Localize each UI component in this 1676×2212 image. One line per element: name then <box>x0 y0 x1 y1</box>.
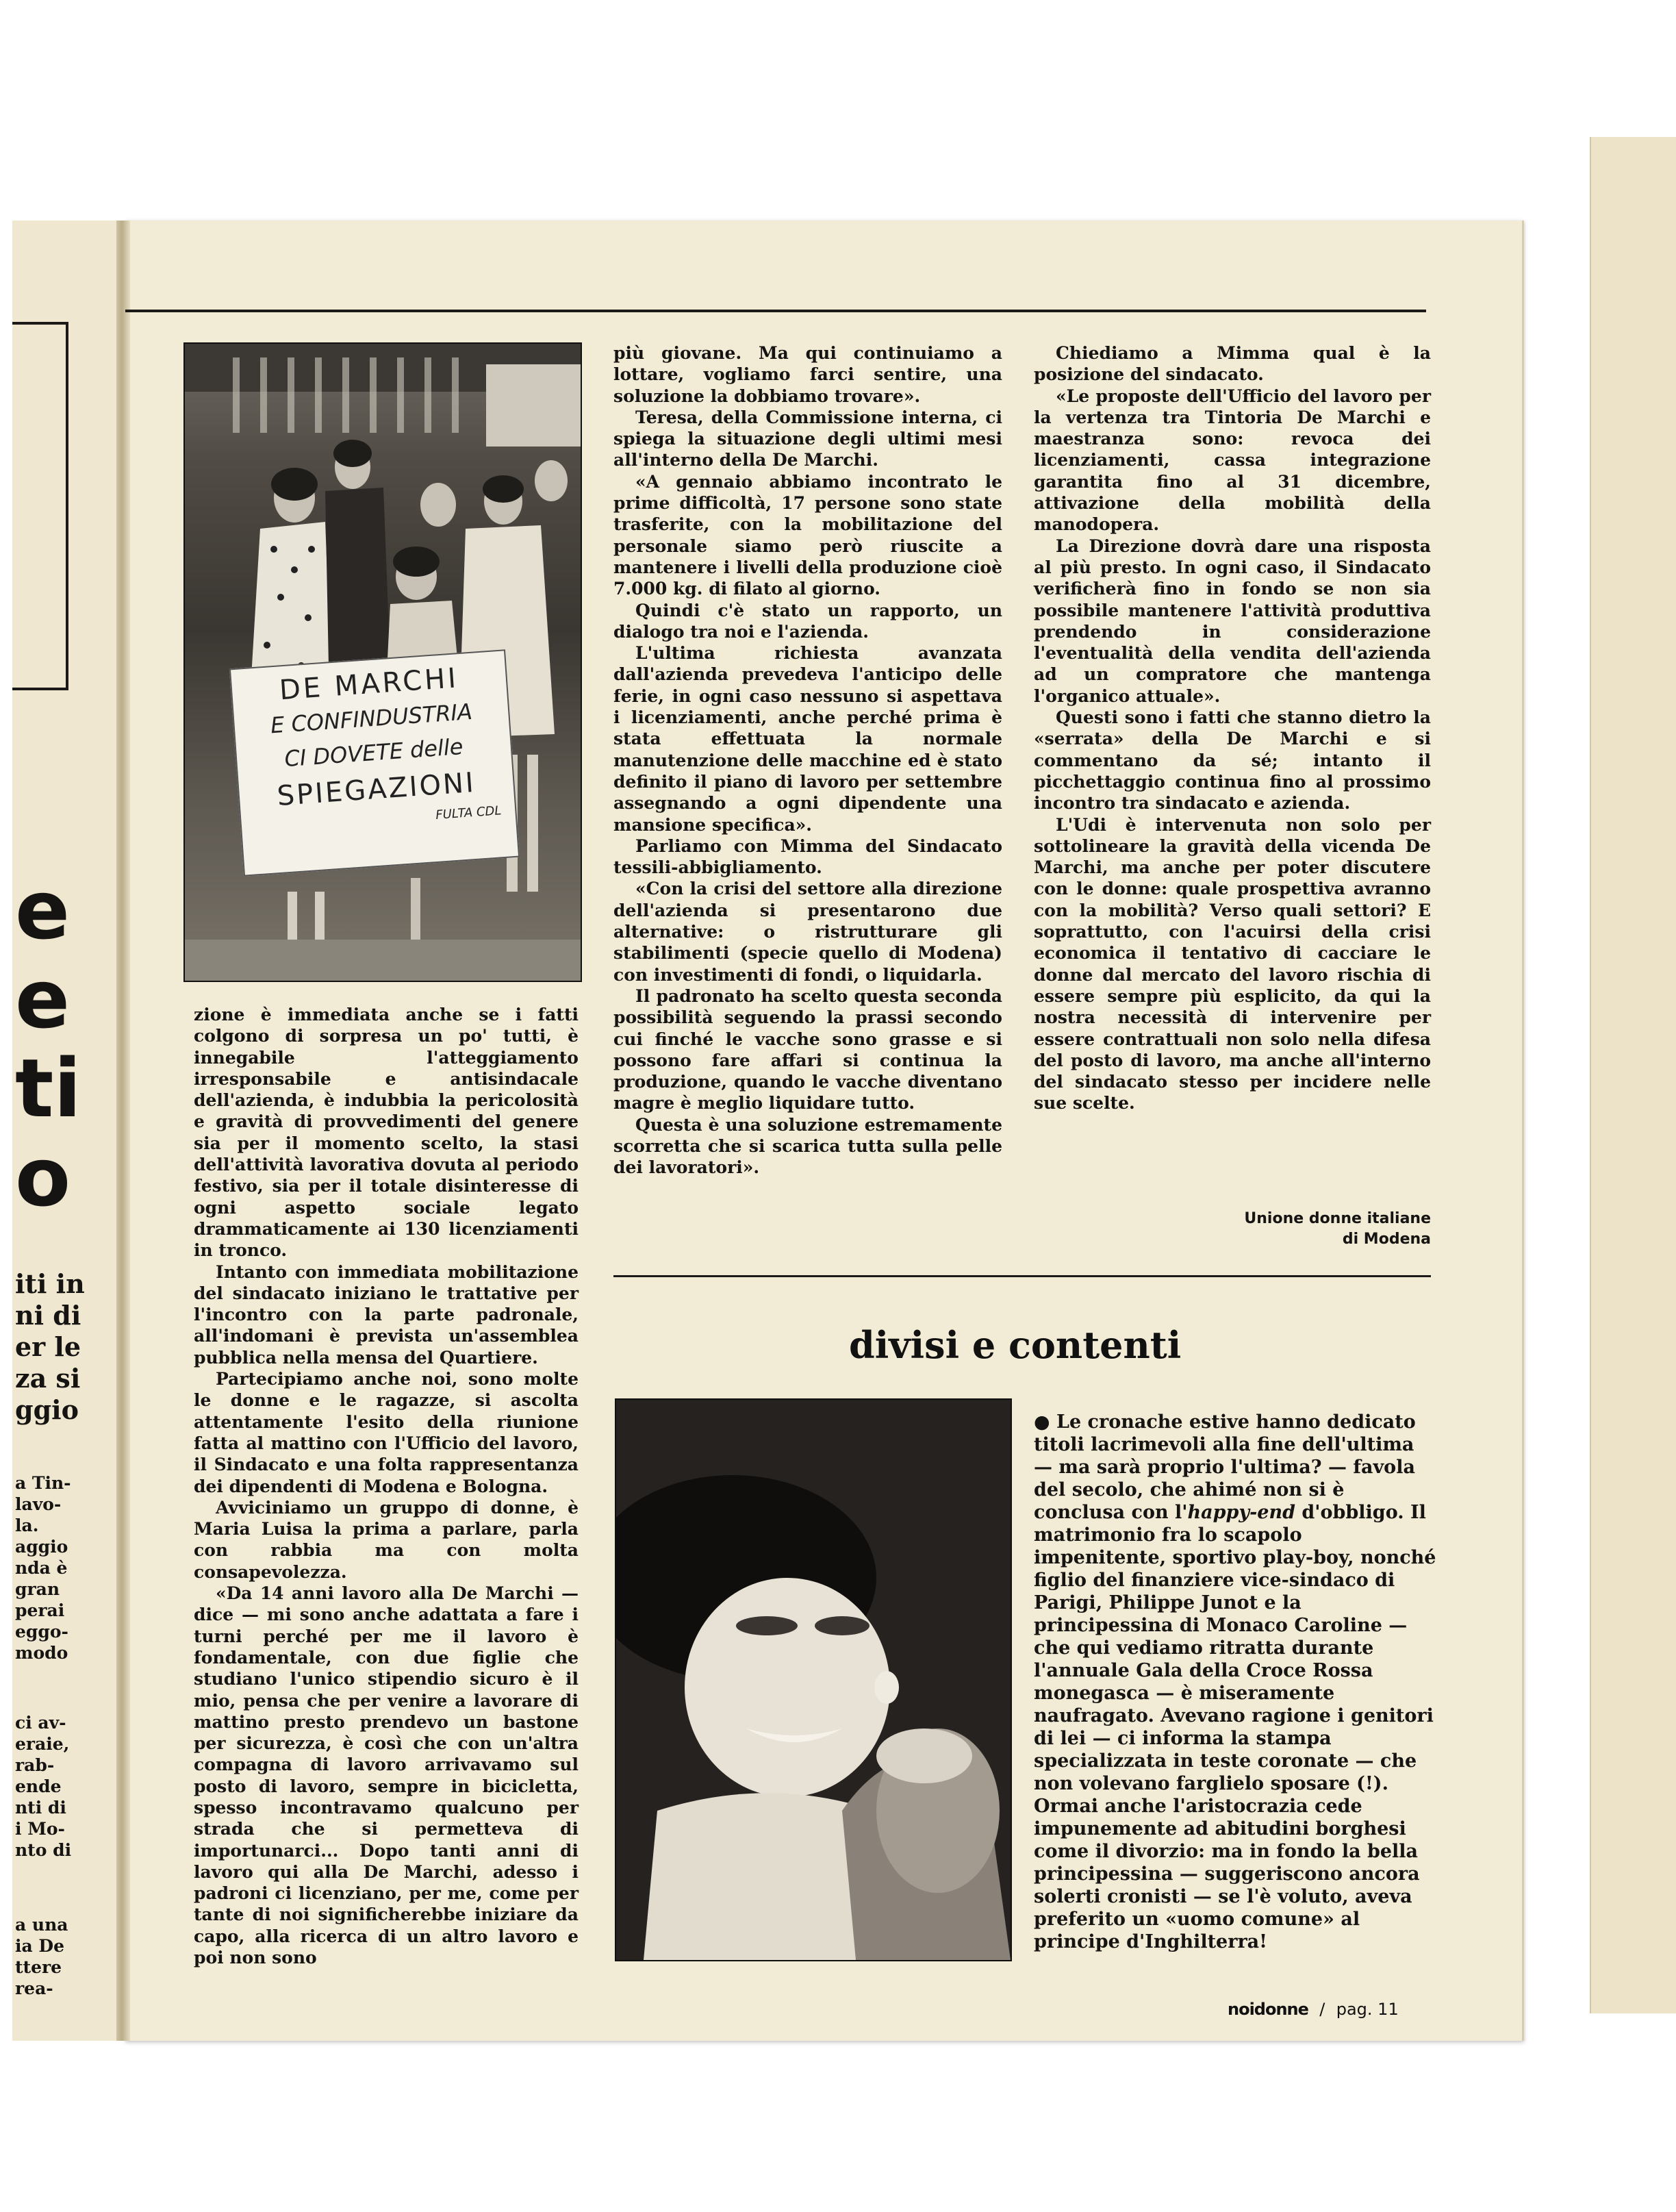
sidebar-text-part: d'obbligo. Il matrimonio fra lo scapolo impenitente, sportivo play-boy, nonché figlio del finanziere vice-sindaco di Parigi, Philippe Junot e la principessina di Monaco Caroline — che qui vediamo ritratta durante l'annuale Gala della Croce Rossa monegasca — è miseramente naufragato. Avevano ragione i genitori di lei — ci informa la stampa specializzata in teste coronate — che non volevano farglielo sposare (!). Ormai anche l'aristocrazia cede impunemente ad abitudini borghesi come il divorzio: ma in fondo la bella principessina — suggeriscono ancora solerti cronisti — se l'è voluto, aveva preferito un «uomo comune» al principe d'Inghilterra! <box>1034 1502 1436 1952</box>
fragment-line: lavo- <box>15 1494 62 1514</box>
article-paragraph: Questa è una soluzione estremamente scorretta che si scarica tutta sulla pelle dei lavoratori». <box>613 1114 1002 1178</box>
sidebar-italic-term: happy-end <box>1187 1502 1295 1523</box>
article-paragraph: «Le proposte dell'Ufficio del lavoro per la vertenza tra Tintoria De Marchi e maestranza sono: revoca dei licenziamenti, cassa integrazione garantita fino al 31 dicembre, attivazione della mobilità della manodopera. <box>1034 386 1431 535</box>
fragment-line: nda è <box>15 1558 68 1578</box>
fragment-line: eggo- <box>15 1622 68 1642</box>
fragment-line: modo <box>15 1643 68 1663</box>
protest-photo <box>183 342 582 982</box>
section-divider <box>613 1275 1431 1277</box>
top-rule <box>125 310 1426 312</box>
fragment-line: perai <box>15 1600 65 1620</box>
fragment-line: rea- <box>15 1978 53 1998</box>
fragment-line: a una <box>15 1915 68 1935</box>
left-fragment-small-2 <box>15 1712 118 1861</box>
fragment-line: rab- <box>15 1755 55 1775</box>
article-paragraph: «Con la crisi del settore alla direzione dell'azienda si presentarono due alternative: o ristrutturare gli stabilimenti (specie quello di Modena) con investimenti di fondi, o liquidarla. <box>613 879 1002 985</box>
article-paragraph: Teresa, della Commissione interna, ci spiega la situazione degli ultimi mesi all'interno della De Marchi. <box>613 407 1002 470</box>
left-fragment-letter: ti <box>15 1041 81 1135</box>
article-paragraph: La Direzione dovrà dare una risposta al più presto. In ogni caso, il Sindacato verificherà fino in fondo se non sia possibile mantenere l'attività produttiva prendendo in considerazione l'eventualità della vendita dell'azienda ad un compratore che mantenga l'organico attuale». <box>1034 536 1431 706</box>
fragment-line: i Mo- <box>15 1819 65 1839</box>
sidebar-title: divisi e contenti <box>849 1323 1182 1367</box>
page-number: pag. 11 <box>1336 2000 1399 2019</box>
article-column-3 <box>1034 342 1431 1114</box>
credit-line: Unione donne italiane <box>1244 1210 1431 1227</box>
fragment-line: aggio <box>15 1537 68 1557</box>
sidebar-text <box>1034 1411 1438 1953</box>
fragment-line: ttere <box>15 1957 62 1977</box>
article-paragraph: zione è immediata anche se i fatti colgono di sorpresa un po' tutti, è innegabile l'atteggiamento irresponsabile e antisindacale dell'azienda, è indubbia la pericolosità e gravità di provvedimenti del genere sia per il momento scelto, la stasi dell'attività lavorativa dovuta al periodo festivo, sia per il totale disinteresse di ogni aspetto sociale legato drammaticamente ai 130 licenziamenti in tronco. <box>194 1005 579 1261</box>
footer-separator: / <box>1319 2000 1325 2019</box>
fragment-line: la. <box>15 1516 39 1535</box>
fragment-line: gran <box>15 1579 60 1599</box>
fragment-line: ia De <box>15 1936 64 1956</box>
sign-line: SPIEGAZIONI <box>276 766 477 812</box>
sign-line: E CONFINDUSTRIA <box>269 698 473 739</box>
fragment-line: iti in <box>15 1268 85 1299</box>
article-column-2 <box>613 342 1002 1179</box>
fragment-line: ggio <box>15 1394 79 1425</box>
article-paragraph: L'Udi è intervenuta non solo per sottolineare la gravità della vicenda De Marchi, ma anche per poter discutere con le donne: quale prospettiva avranno con la mobilità? Verso quali settori? E soprattutto, con l'acuirsi della crisi economica il tentativo di cacciare le donne dal mercato del lavoro rischia di essere sempre più esplicito, da qui la nostra necessità di intervenire per essere contrattuali non solo nella difesa del posto di lavoro, ma anche all'interno del sindacato stesso per incidere nelle sue scelte. <box>1034 814 1431 1114</box>
left-fragment-small-3 <box>15 1914 118 1999</box>
article-paragraph: «A gennaio abbiamo incontrato le prime difficoltà, 17 persone sono state trasferite, con la mobilitazione del personale siamo però riuscite a mantenere i livelli della produzione cioè 7.000 kg. di filato al giorno. <box>613 471 1002 599</box>
fragment-line: a Tin- <box>15 1473 71 1493</box>
sign-line: CI DOVETE delle <box>283 733 464 772</box>
article-paragraph: Il padronato ha scelto questa seconda possibilità seguendo la prassi secondo cui finché le vacche sono grasse e si possono fare affari si continua la produzione, quando le vacche diventano magre è meglio liquidare tutto. <box>613 985 1002 1114</box>
article-paragraph: Avviciniamo un gruppo di donne, è Maria Luisa la prima a parlare, parla con rabbia ma con molta consapevolezza. <box>194 1497 579 1582</box>
article-credit <box>1164 1209 1431 1250</box>
left-fragment-small-1 <box>15 1472 118 1663</box>
adjacent-sheet <box>1590 137 1676 2013</box>
fragment-line: za si <box>15 1363 81 1394</box>
credit-line: di Modena <box>1342 1231 1431 1248</box>
left-fragment-letter: e <box>15 952 71 1046</box>
article-paragraph: Intanto con immediata mobilitazione del sindacato iniziano le trattative per l'incontro con la parte padronale, all'indomani è prevista un'assemblea pubblica nella mensa del Quartiere. <box>194 1261 579 1368</box>
page-footer <box>1228 2000 1399 2019</box>
fragment-line: ende <box>15 1776 62 1796</box>
sign-signature: FULTA CDL <box>435 803 503 822</box>
sign-line: DE MARCHI <box>278 662 460 707</box>
article-paragraph: Questi sono i fatti che stanno dietro la «serrata» della De Marchi e si commentano da sé; intanto il picchettaggio continua fino al prossimo incontro tra sindacato e azienda. <box>1034 707 1431 814</box>
article-paragraph: più giovane. Ma qui continuiamo a lottare, vogliamo farci sentire, una soluzione la dobbiamo trovare». <box>613 343 1002 406</box>
protest-sign <box>229 649 520 876</box>
caroline-photo-figures <box>616 1400 1011 1960</box>
fragment-line: nti di <box>15 1798 66 1818</box>
sidebar-text-part: Le cronache estive hanno dedicato titoli lacrimevoli alla fine dell'ultima — ma sarà proprio l'ultima? — favola del secolo, che ahimé non si è conclusa con l' <box>1034 1411 1416 1523</box>
fragment-line: er le <box>15 1331 81 1362</box>
left-page-box <box>12 322 68 690</box>
left-fragment-letter: e <box>15 863 71 957</box>
caroline-photo <box>615 1398 1012 1961</box>
fragment-line: nto di <box>15 1840 72 1860</box>
article-paragraph: Quindi c'è stato un rapporto, un dialogo tra noi e l'azienda. <box>613 600 1002 642</box>
page-spine <box>116 221 130 2041</box>
bullet-icon: ● <box>1034 1411 1050 1433</box>
magazine-name: noidonne <box>1228 2000 1308 2019</box>
fragment-line: ci av- <box>15 1713 66 1733</box>
left-fragment-letter: o <box>15 1130 71 1224</box>
article-paragraph: Chiediamo a Mimma qual è la posizione del sindacato. <box>1034 343 1431 385</box>
fragment-line: ni di <box>15 1300 81 1331</box>
article-column-1 <box>194 1004 579 1968</box>
fragment-line: eraie, <box>15 1734 70 1754</box>
article-paragraph: L'ultima richiesta avanzata dall'azienda prevedeva l'anticipo delle ferie, in ogni caso nessuno si aspettava i licenziamenti, anche perché prima è stata effettuata la normale manutenzione delle macchine ed è stato definito il piano di lavoro per settembre assegnando a ogni dipendente una mansione specifica». <box>613 643 1002 835</box>
article-paragraph: Parliamo con Mimma del Sindacato tessili-abbigliamento. <box>613 835 1002 878</box>
left-fragment-mid <box>15 1268 118 1426</box>
article-paragraph: Partecipiamo anche noi, sono molte le donne e le ragazze, si ascolta attentamente l'esito della riunione fatta al mattino con l'Ufficio del lavoro, il Sindacato e una folta rappresentanza dei dipendenti di Modena e Bologna. <box>194 1369 579 1496</box>
article-paragraph: «Da 14 anni lavoro alla De Marchi — dice — mi sono anche adattata a fare i turni perché per me il lavoro è fondamentale, con due figlie che studiano l'unico stipendio sicuro è il mio, pensa che per venire a lavorare di mattino presto prendevo un bastone per sicurezza, è così che con un'altra compagna di lavoro arrivavamo sul posto di lavoro, sempre in bicicletta, spesso incontravamo qualcuno per strada che si permetteva di importunarci... Dopo tanti anni di lavoro qui alla De Marchi, adesso i padroni ci licenziano, per me, come per tante di noi significherebbe iniziare da capo, alla ricerca di un altro lavoro e poi non sono <box>194 1583 579 1968</box>
